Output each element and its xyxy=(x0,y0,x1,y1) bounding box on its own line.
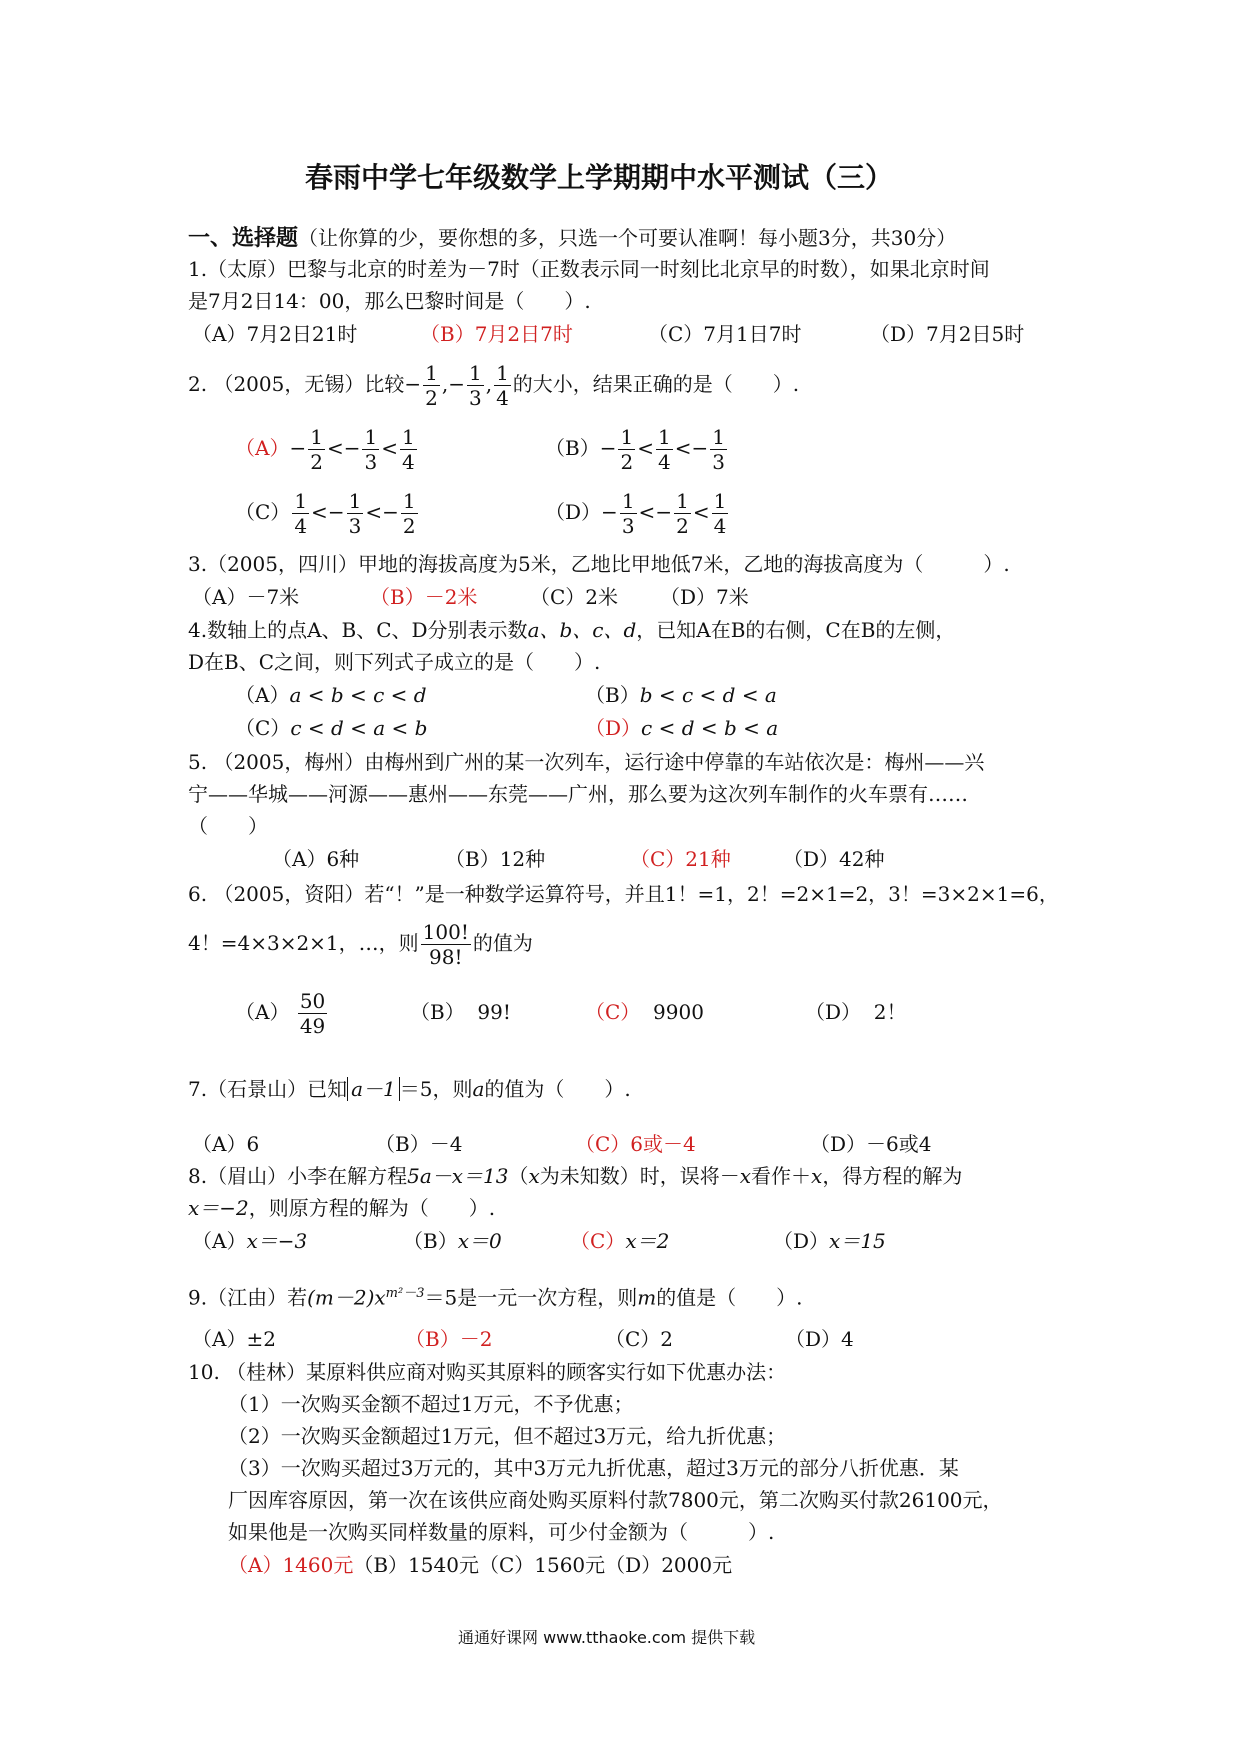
q4-line2: D在B、C之间，则下列式子成立的是（ ）. xyxy=(188,650,601,674)
q6-line2 xyxy=(188,915,533,971)
q1-line1: 1.（太原）巴黎与北京的时差为－7时（正数表示同一时刻比北京早的时数），如果北京时间 xyxy=(188,257,990,281)
section-label: 一、选择题 xyxy=(188,225,299,251)
q1-option-b: （B）7月2日7时 xyxy=(420,322,573,346)
q9-stem xyxy=(188,1280,803,1312)
q6-option-b xyxy=(410,998,511,1026)
fraction xyxy=(712,489,729,538)
numerator: 1 xyxy=(621,489,635,513)
numerator: 1 xyxy=(676,489,689,513)
denominator: 49 xyxy=(299,1014,326,1038)
denominator: 3 xyxy=(364,450,378,474)
q8-line2 xyxy=(188,1194,495,1222)
q9-base: (m－2)x xyxy=(307,1285,386,1310)
q8-option-b xyxy=(403,1227,502,1255)
q10-line4: （3）一次购买超过3万元的，其中3万元九折优惠，超过3万元的部分八折优惠．某 xyxy=(228,1456,959,1480)
q2-stem xyxy=(188,356,799,412)
denominator: 4 xyxy=(401,450,415,474)
option-label: （D） xyxy=(773,1229,830,1253)
q7-option-b: （B）－4 xyxy=(375,1132,463,1156)
q9-exponent: m²－3 xyxy=(385,1286,425,1301)
q3-option-a: （A）－7米 xyxy=(192,585,300,609)
numerator: 1 xyxy=(425,361,438,385)
denominator: 2 xyxy=(620,450,634,474)
q8-var: x xyxy=(739,1164,752,1188)
q8-var: x xyxy=(528,1164,540,1188)
option-expr: b < c < d < a xyxy=(639,683,777,707)
option-expr: x＝−3 xyxy=(246,1229,308,1253)
q10-line1: 10. （桂林）某原料供应商对购买其原料的顾客实行如下优惠办法： xyxy=(188,1360,787,1384)
q7-option-a: （A）6 xyxy=(192,1132,260,1156)
minus-sign: − xyxy=(655,500,673,524)
denominator: 3 xyxy=(468,386,482,410)
denominator: 4 xyxy=(713,514,727,538)
abs-expr: a－1 xyxy=(351,1077,396,1101)
q10-option-b: （B）1540元 xyxy=(353,1553,479,1577)
q4-option-a xyxy=(235,681,427,709)
q2-option-c xyxy=(235,484,420,540)
option-expr: x＝0 xyxy=(457,1229,502,1253)
denominator: 3 xyxy=(712,450,725,474)
q10-options xyxy=(228,1551,732,1579)
q6-option-a xyxy=(235,984,329,1040)
q6-option-c xyxy=(585,998,704,1026)
numerator: 50 xyxy=(299,989,326,1013)
q1-option-a: （A）7月2日21时 xyxy=(192,322,358,346)
q8-text-c: 为未知数）时，误将－ xyxy=(539,1164,740,1188)
option-label: （D） xyxy=(585,716,642,740)
less-than: < xyxy=(365,500,383,524)
q4-line1 xyxy=(188,616,955,644)
fraction xyxy=(362,425,379,474)
q3-stem: 3.（2005，四川）甲地的海拔高度为5米，乙地比甲地低7米，乙地的海拔高度为（ ）. xyxy=(188,552,1010,576)
q8-line1 xyxy=(188,1162,962,1190)
numerator: 1 xyxy=(348,489,362,513)
numerator: 1 xyxy=(402,489,416,513)
q8-text-d: 看作＋ xyxy=(751,1164,812,1188)
q6-text-b: 的值为 xyxy=(472,931,533,955)
q7-option-d: （D）－6或4 xyxy=(810,1132,932,1156)
fraction xyxy=(400,425,417,474)
section-heading xyxy=(188,224,956,252)
option-expr: x＝2 xyxy=(625,1229,670,1253)
section-note: （让你算的少，要你想的多，只选一个可要认准啊！每小题3分，共30分） xyxy=(298,226,957,250)
q3-option-c: （C）2米 xyxy=(530,585,619,609)
page-title: 春雨中学七年级数学上学期期中水平测试（三） xyxy=(305,161,894,194)
option-label: （D） xyxy=(545,500,602,524)
less-than: < xyxy=(311,500,328,524)
numerator: 100! xyxy=(422,920,469,944)
q7-option-c: （C）6或－4 xyxy=(575,1132,696,1156)
q6-text-a: 4！=4×3×2×1，…，则 xyxy=(188,931,419,955)
fraction xyxy=(656,425,673,474)
option-label: （C） xyxy=(585,1000,641,1024)
numerator: 1 xyxy=(620,425,634,449)
q1-option-c: （C）7月1日7时 xyxy=(648,322,802,346)
option-label: （A） xyxy=(235,1000,290,1024)
q1-line2: 是7月2日14：00，那么巴黎时间是（ ）. xyxy=(188,289,591,313)
q2-option-b xyxy=(545,420,729,476)
less-than: < xyxy=(637,436,654,460)
less-than: < xyxy=(381,436,398,460)
q5-line1: 5. （2005，梅州）由梅州到广州的某一次列车，运行途中停靠的车站依次是：梅州——兴 xyxy=(188,750,985,774)
option-value: 99! xyxy=(477,1000,511,1024)
fraction xyxy=(298,989,327,1038)
minus-sign: − xyxy=(327,500,345,524)
denominator: 4 xyxy=(496,386,509,410)
q5-line3: （ ） xyxy=(188,814,268,838)
q9-option-b: （B）－2 xyxy=(405,1327,493,1351)
q9-suffix: 的值是（ ）. xyxy=(656,1285,803,1310)
q4-option-c xyxy=(235,714,427,742)
q5-line2: 宁——华城——河源——惠州——东莞——广州，那么要为这次列车制作的火车票有…… xyxy=(188,782,968,806)
q3-option-b: （B）－2米 xyxy=(370,585,478,609)
denominator: 3 xyxy=(348,514,362,538)
fraction xyxy=(292,489,309,538)
less-than: < xyxy=(638,500,656,524)
numerator: 1 xyxy=(657,425,671,449)
option-value: 9900 xyxy=(653,1000,704,1024)
option-value: 2！ xyxy=(873,1000,907,1024)
q9-option-c: （C）2 xyxy=(605,1327,674,1351)
fraction xyxy=(710,425,727,474)
q8-text-e: ，得方程的解为 xyxy=(822,1164,963,1188)
fraction xyxy=(421,920,471,969)
option-label: （A） xyxy=(235,683,290,707)
denominator: 2 xyxy=(310,450,323,474)
q2-suffix: 的大小，结果正确的是（ ）. xyxy=(512,372,800,396)
q9-prefix: 9.（江由）若 xyxy=(188,1285,308,1310)
q2-prefix: 2. （2005，无锡）比较 xyxy=(188,372,405,396)
numerator: 1 xyxy=(294,489,308,513)
option-label: （C） xyxy=(570,1229,626,1253)
page-footer: 通通好课网 www.tthaoke.com 提供下载 xyxy=(458,1628,756,1647)
q8-option-d xyxy=(773,1227,886,1255)
minus-sign: − xyxy=(382,500,399,524)
fraction xyxy=(618,425,635,474)
denominator: 2 xyxy=(425,386,438,410)
minus-sign: − xyxy=(289,436,307,460)
numerator: 1 xyxy=(364,425,378,449)
option-label: （B） xyxy=(545,436,600,460)
q8-text-f: ，则原方程的解为（ ）. xyxy=(248,1196,496,1220)
denominator: 2 xyxy=(402,514,416,538)
q2-option-a xyxy=(235,420,419,476)
denominator: 4 xyxy=(657,450,671,474)
minus-sign: − xyxy=(599,436,617,460)
q7-mid: ＝5，则 xyxy=(399,1077,473,1101)
q6-option-d xyxy=(805,998,907,1026)
q2-option-d xyxy=(545,484,730,540)
q4-option-b xyxy=(585,681,777,709)
q5-option-a: （A）6种 xyxy=(272,847,360,871)
q9-option-d: （D）4 xyxy=(785,1327,854,1351)
fraction xyxy=(674,489,691,538)
q10-option-a: （A）1460元 xyxy=(228,1553,354,1577)
q3-option-d: （D）7米 xyxy=(660,585,749,609)
less-than: < xyxy=(674,436,692,460)
fraction xyxy=(423,361,440,410)
q7-stem xyxy=(188,1075,631,1103)
q7-var: a xyxy=(472,1077,485,1101)
q7-prefix: 7.（石景山）已知 xyxy=(188,1077,348,1101)
option-label: （C） xyxy=(235,500,291,524)
option-label: （A） xyxy=(235,436,290,460)
numerator: 1 xyxy=(713,489,727,513)
fraction xyxy=(347,489,364,538)
fraction xyxy=(467,361,484,410)
q8-equation: 5a－x＝13 xyxy=(407,1164,509,1188)
q6-line1: 6. （2005，资阳）若“！”是一种数学运算符号，并且1！=1，2！=2×1=2，3！=3×2×1=6， xyxy=(188,882,1059,906)
option-label: （C） xyxy=(235,716,291,740)
q4-vars: a、b、c、d xyxy=(527,618,637,642)
q8-option-c xyxy=(570,1227,669,1255)
fraction xyxy=(620,489,637,538)
comma: , xyxy=(485,372,493,396)
option-expr: a < b < c < d xyxy=(289,683,427,707)
minus-sign: − xyxy=(601,500,618,524)
q8-text-b: （ xyxy=(508,1164,529,1188)
option-label: （D） xyxy=(805,1000,862,1024)
q5-option-c: （C）21种 xyxy=(630,847,731,871)
option-label: （B） xyxy=(410,1000,465,1024)
q10-line2: （1）一次购买金额不超过1万元，不予优惠； xyxy=(228,1392,634,1416)
less-than: < xyxy=(326,436,344,460)
less-than: < xyxy=(692,500,710,524)
q4-option-d xyxy=(585,714,778,742)
q10-line3: （2）一次购买金额超过1万元，但不超过3万元，给九折优惠； xyxy=(228,1424,787,1448)
q7-suffix: 的值为（ ）. xyxy=(484,1077,631,1101)
q5-option-d: （D）42种 xyxy=(783,847,885,871)
fraction xyxy=(494,361,511,410)
minus-sign: − xyxy=(448,372,465,396)
option-label: （B） xyxy=(403,1229,458,1253)
numerator: 1 xyxy=(468,361,482,385)
q1-option-d: （D）7月2日5时 xyxy=(870,322,1025,346)
option-label: （B） xyxy=(585,683,640,707)
option-expr: c < d < b < a xyxy=(641,716,779,740)
option-expr: x＝15 xyxy=(829,1229,886,1253)
q8-text-a: 8.（眉山）小李在解方程 xyxy=(188,1164,408,1188)
absolute-value xyxy=(347,1077,400,1101)
q9-option-a: （A）±2 xyxy=(192,1327,276,1351)
denominator: 3 xyxy=(621,514,635,538)
q9-mid: ＝5是一元一次方程，则 xyxy=(424,1285,638,1310)
option-label: （A） xyxy=(192,1229,247,1253)
denominator: 98! xyxy=(429,945,463,969)
numerator: 1 xyxy=(712,425,725,449)
option-expr: c < d < a < b xyxy=(290,716,428,740)
q10-line5: 厂因库容原因，第一次在该供应商处购买原料付款7800元，第二次购买付款26100元， xyxy=(228,1488,1003,1512)
denominator: 4 xyxy=(294,514,308,538)
q8-var: x xyxy=(811,1164,823,1188)
q10-option-c: （C）1560元 xyxy=(478,1553,606,1577)
minus-sign: − xyxy=(691,436,709,460)
q10-option-d: （D）2000元 xyxy=(605,1553,733,1577)
numerator: 1 xyxy=(496,361,509,385)
fraction xyxy=(308,425,325,474)
fraction xyxy=(401,489,418,538)
denominator: 2 xyxy=(676,514,689,538)
q5-option-b: （B）12种 xyxy=(445,847,546,871)
comma: , xyxy=(441,372,449,396)
numerator: 1 xyxy=(401,425,415,449)
q10-line6: 如果他是一次购买同样数量的原料，可少付金额为（ ）. xyxy=(228,1520,775,1544)
numerator: 1 xyxy=(310,425,323,449)
q9-var: m xyxy=(637,1285,657,1310)
q4-text-a: 4.数轴上的点A、B、C、D分别表示数 xyxy=(188,618,528,642)
q8-option-a xyxy=(192,1227,307,1255)
minus-sign: − xyxy=(404,372,422,396)
minus-sign: − xyxy=(343,436,361,460)
q4-text-b: ，已知A在B的右侧，C在B的左侧， xyxy=(636,618,956,642)
q8-wrong-solution: x＝−2 xyxy=(188,1196,249,1220)
